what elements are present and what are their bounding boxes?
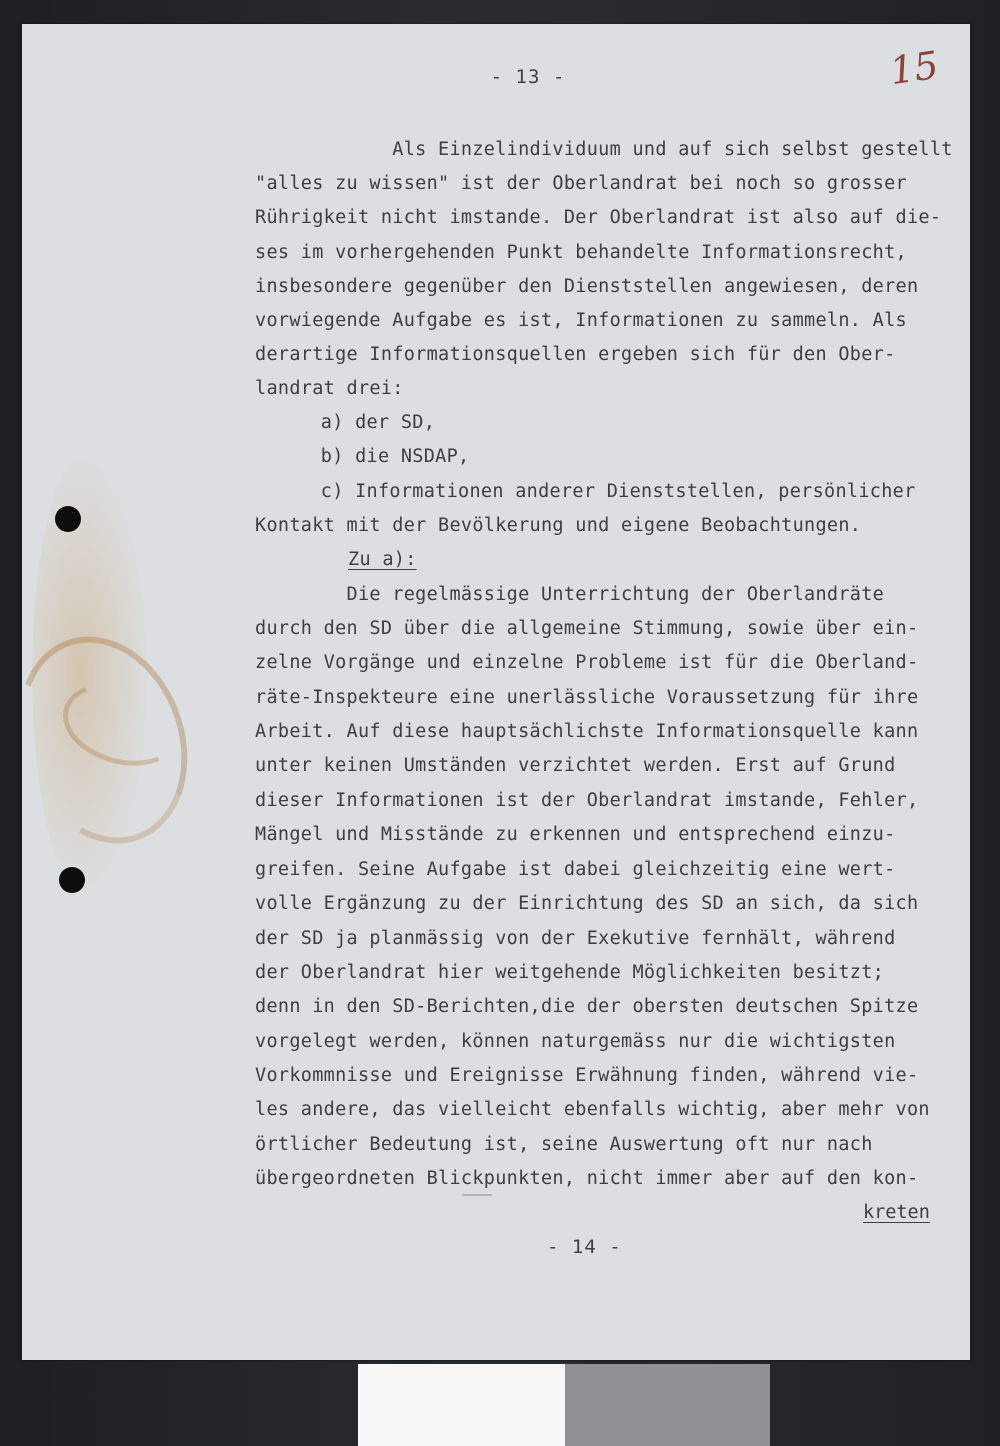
text-line: Arbeit. Auf diese hauptsächlichste Informationsquelle kann [255, 721, 919, 742]
text-line: vorwiegende Aufgabe es ist, Informationen zu sammeln. Als [255, 310, 907, 331]
stain-mark [54, 670, 191, 778]
text-line: der SD ja planmässig von der Exekutive fernhält, während [255, 928, 896, 949]
text-line: Die regelmässige Unterrichtung der Oberlandräte [255, 584, 885, 605]
calibration-gray-patch [565, 1364, 770, 1446]
text-line: Als Einzelindividuum und auf sich selbst gestellt [255, 139, 953, 160]
text-line: insbesondere gegenüber den Dienststellen angewiesen, deren [255, 276, 919, 297]
text-line: der Oberlandrat hier weitgehende Möglichkeiten besitzt; [255, 962, 885, 983]
text-line: "alles zu wissen" ist der Oberlandrat bei noch so grosser [255, 173, 907, 194]
text-line: örtlicher Bedeutung ist, seine Auswertung oft nur nach [255, 1134, 873, 1155]
calibration-white-patch [358, 1364, 565, 1446]
page-number-top: - 13 - [490, 66, 566, 88]
punch-hole-bottom [59, 867, 85, 893]
stain-mark [32, 444, 152, 904]
list-item: b) die NSDAP, [275, 446, 470, 467]
handwritten-folio-number: 15 [887, 42, 942, 94]
text-line: greifen. Seine Aufgabe ist dabei gleichzeitig eine wert- [255, 859, 896, 880]
text-line: les andere, das vielleicht ebenfalls wichtig, aber mehr von [255, 1099, 930, 1120]
text-line: ses im vorhergehenden Punkt behandelte Informationsrecht, [255, 242, 907, 263]
scan-calibration-strip [358, 1364, 770, 1446]
stain-mark [22, 613, 215, 868]
faint-ink-mark [462, 1194, 492, 1196]
text-line: durch den SD über die allgemeine Stimmung, sowie über ein- [255, 618, 919, 639]
subheading: Zu a): [348, 549, 417, 570]
text-line: landrat drei: [255, 378, 404, 399]
text-line: Mängel und Misstände zu erkennen und entsprechend einzu- [255, 824, 896, 845]
catchword: kreten [863, 1202, 930, 1223]
text-line: derartige Informationsquellen ergeben sich für den Ober- [255, 344, 896, 365]
text-line: zelne Vorgänge und einzelne Probleme ist für die Oberland- [255, 652, 919, 673]
text-line: Rührigkeit nicht imstande. Der Oberlandrat ist also auf die- [255, 207, 942, 228]
punch-hole-top [55, 506, 81, 532]
text-line: vorgelegt werden, können naturgemäss nur die wichtigsten [255, 1031, 896, 1052]
list-item: a) der SD, [275, 412, 436, 433]
text-line: Vorkommnisse und Ereignisse Erwähnung finden, während vie- [255, 1065, 919, 1086]
text-line: Kontakt mit der Bevölkerung und eigene Beobachtungen. [255, 515, 862, 536]
text-line: unter keinen Umständen verzichtet werden. Erst auf Grund [255, 755, 896, 776]
text-line: denn in den SD-Berichten,die der obersten deutschen Spitze [255, 996, 919, 1017]
document-page [22, 24, 970, 1360]
text-line: übergeordneten Blickpunkten, nicht immer aber auf den kon- [255, 1168, 919, 1189]
list-item: c) Informationen anderer Dienststellen, persönlicher [275, 481, 916, 502]
text-line: dieser Informationen ist der Oberlandrat imstande, Fehler, [255, 790, 919, 811]
page-number-bottom: - 14 - [547, 1236, 622, 1258]
text-line: volle Ergänzung zu der Einrichtung des SD an sich, da sich [255, 893, 919, 914]
text-line: räte-Inspekteure eine unerlässliche Voraussetzung für ihre [255, 687, 919, 708]
